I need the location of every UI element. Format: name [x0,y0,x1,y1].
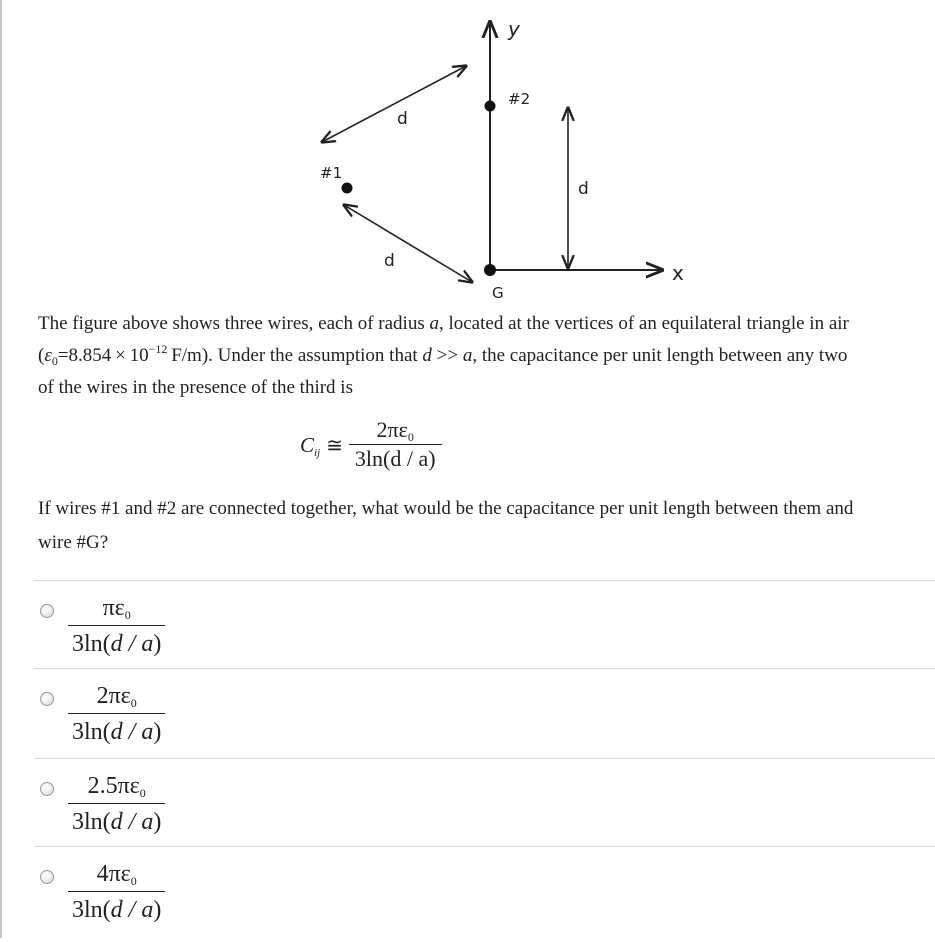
page-left-border [0,0,2,938]
radio-option-2[interactable] [40,692,54,706]
y-axis-label: y [508,17,520,41]
option-2-fraction: $\frac{2\pi\varepsilon_0}{3\ln(d / a)}$ [68,682,165,748]
answer-option-2[interactable] [34,676,935,764]
divider [34,846,935,847]
question-paragraph-1: The figure above shows three wires, each of radius a, located at the vertices of an equilateral triangle in air ($\varepsilon_0=8.854 \times 10^{-12}$ F/m). Under the assumption that d >> a, the capacitance per unit length between any two of the wires in the presence of the third is [38,313,849,398]
option-1-fraction: $\frac{\pi\varepsilon_0}{3\ln(d / a)}$ [68,594,165,660]
answer-option-1[interactable] [34,588,935,676]
capacitance-formula: $C_{ij}$ ≅ $\frac{2\pi\varepsilon_0}{3\ln(d / a)}$ [300,418,442,472]
option-3-fraction: $\frac{2.5\pi\varepsilon_0}{3\ln(d / a)}$ [68,772,165,838]
d-arrow-top [322,66,466,142]
option-4-fraction: $\frac{4\pi\varepsilon_0}{3\ln(d / a)}$ [68,860,165,926]
wire-1-label: #1 [320,164,343,182]
wire-1-dot [342,183,353,194]
wire-diagram [300,12,720,302]
radio-option-3[interactable] [40,782,54,796]
x-axis-label: x [672,261,684,285]
answer-option-3[interactable] [34,766,935,854]
answer-option-4[interactable] [34,854,935,942]
radio-option-1[interactable] [40,604,54,618]
divider [34,668,935,669]
divider [34,580,935,581]
d-label-bottom: d [384,251,395,271]
wire-g-dot [484,264,496,276]
wire-2-label: #2 [508,90,531,108]
question-paragraph-2: If wires #1 and #2 are connected together, what would be the capacitance per unit length between them and wire #G? [38,498,854,553]
d-arrow-bottom [344,205,472,282]
divider [34,758,935,759]
wire-2-dot [485,101,496,112]
d-label-top: d [397,109,408,129]
d-label-right: d [578,179,589,199]
wire-g-label: G [492,284,504,302]
radio-option-4[interactable] [40,870,54,884]
